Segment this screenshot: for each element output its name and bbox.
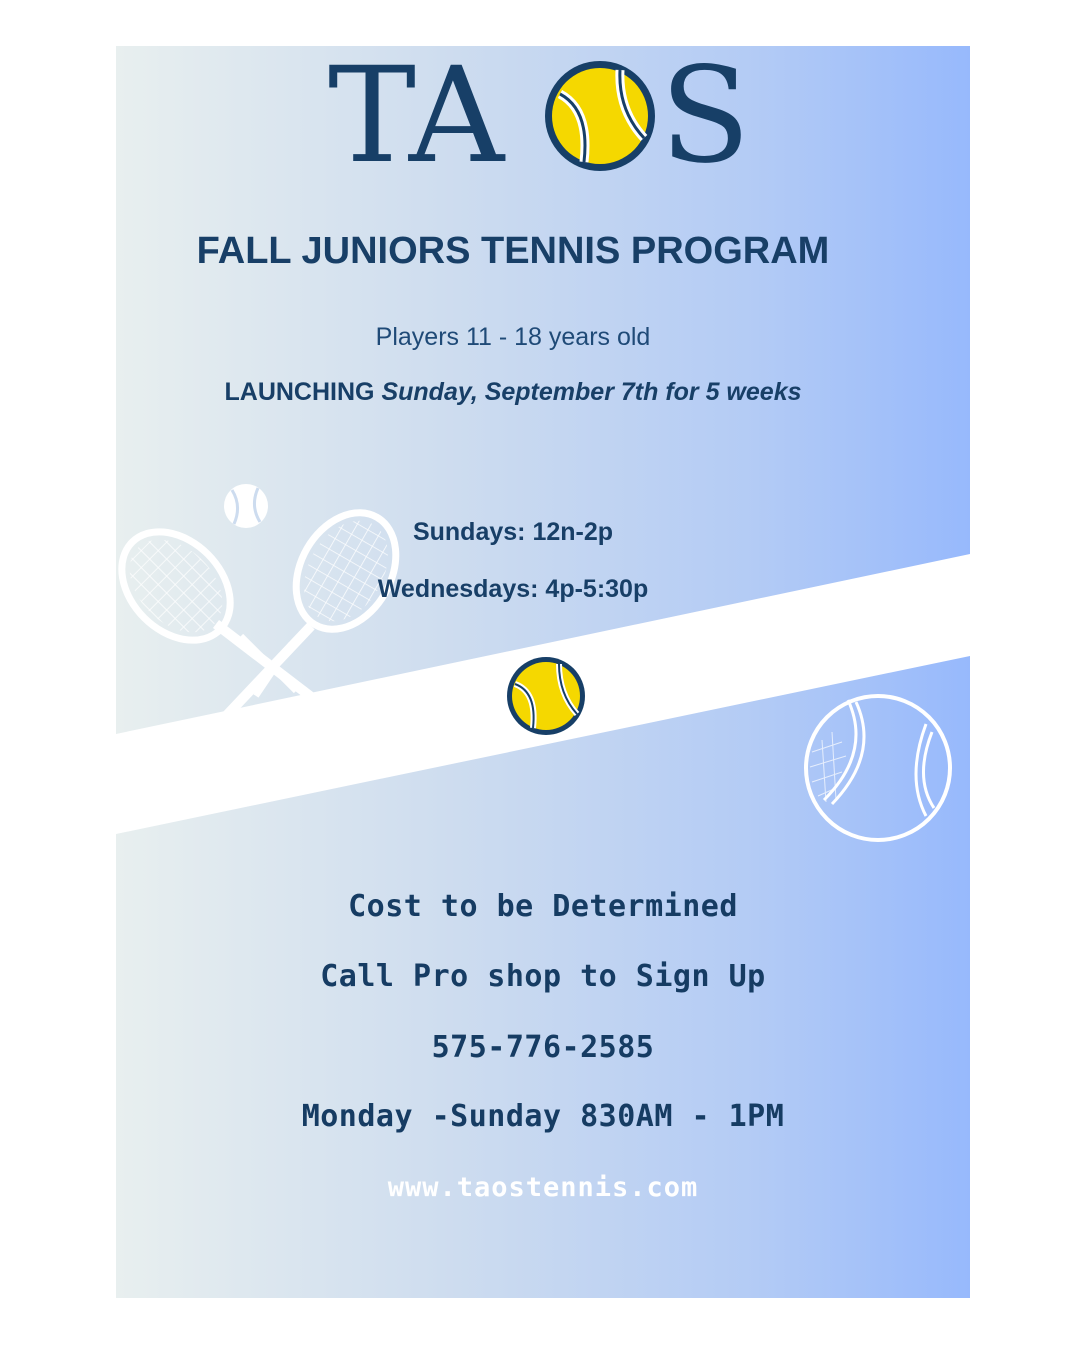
launch-label: LAUNCHING (224, 378, 375, 406)
launch-date: Sunday, September 7th for 5 weeks (381, 378, 802, 406)
logo (116, 46, 970, 193)
age-range: Players 11 - 18 years old (375, 323, 651, 351)
page-title: FALL JUNIORS TENNIS PROGRAM (196, 230, 830, 272)
website-link[interactable]: www.taostennis.com (387, 1172, 699, 1203)
hours-text: Monday -Sunday 830AM - 1PM (301, 1099, 785, 1134)
cost-text: Cost to be Determined (348, 889, 738, 924)
schedule-wednesdays: Wednesdays: 4p-5:30p (377, 575, 649, 603)
poster (116, 46, 970, 1298)
logo-prefix: TA (328, 46, 505, 193)
signup-text: Call Pro shop to Sign Up (320, 959, 766, 994)
tennis-ball-icon (501, 654, 591, 738)
tennis-ball-outline-icon (802, 692, 954, 844)
tennis-ball-icon (540, 58, 660, 174)
launch-info (116, 378, 940, 407)
logo-suffix: S (660, 46, 751, 193)
phone-number[interactable]: 575-776-2585 (431, 1030, 655, 1065)
schedule-sundays: Sundays: 12n-2p (412, 518, 614, 546)
